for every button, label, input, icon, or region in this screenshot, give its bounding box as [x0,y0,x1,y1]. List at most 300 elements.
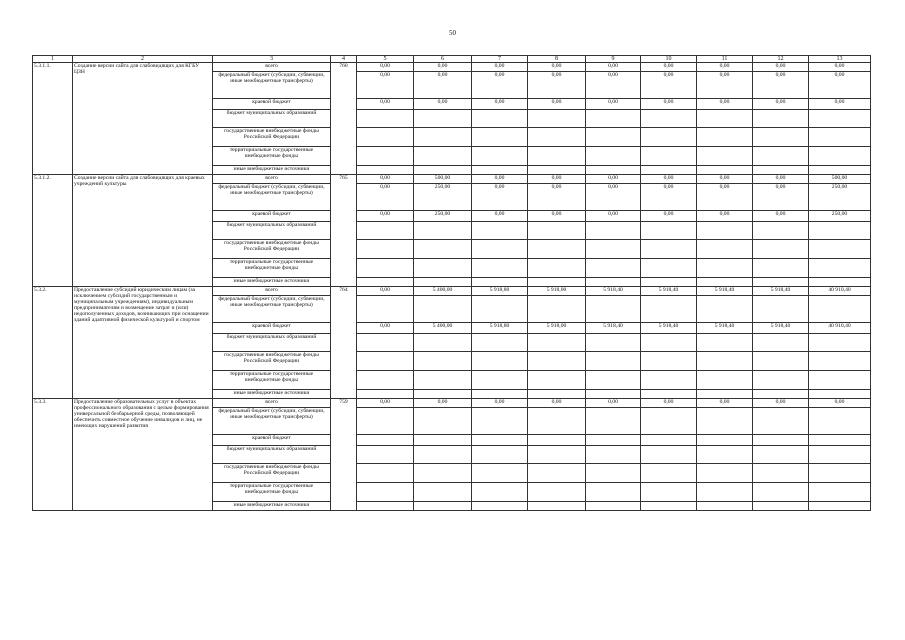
empty-cell [753,240,809,259]
value-cell: 0,00 [586,399,641,408]
empty-cell [472,240,528,259]
budget-table [32,55,871,511]
empty-cell [472,147,528,166]
empty-cell [472,502,528,511]
empty-cell [357,502,414,511]
empty-cell [414,502,472,511]
funding-source: бюджет муниципальных образований [213,446,331,464]
value-cell: 0,00 [528,399,586,408]
empty-cell [753,502,809,511]
empty-cell [697,464,753,483]
empty-cell [414,128,472,147]
empty-cell [697,278,753,287]
empty-cell [357,464,414,483]
empty-cell [472,278,528,287]
value-cell: 500,00 [809,175,871,184]
column-number: 7 [472,56,528,63]
value-cell: 0,00 [753,211,809,222]
value-cell: 0,00 [697,175,753,184]
empty-cell [586,296,641,323]
item-name: Создание версии сайта для слабовидящих для краевых учреждений культуры [73,175,213,287]
empty-cell [414,352,472,371]
column-number: 9 [586,56,641,63]
empty-cell [809,166,871,175]
empty-cell [414,408,472,435]
empty-cell [809,278,871,287]
empty-cell [586,147,641,166]
empty-cell [414,278,472,287]
empty-cell [586,464,641,483]
empty-cell [586,390,641,399]
table-row [33,399,871,408]
empty-cell [472,390,528,399]
value-cell: 0,00 [809,63,871,72]
column-number: 10 [641,56,697,63]
value-cell: 0,00 [697,72,753,99]
value-cell: 0,00 [472,99,528,110]
value-cell: 0,00 [753,63,809,72]
column-number: 12 [753,56,809,63]
value-cell: 0,00 [528,99,586,110]
value-cell: 250,00 [809,211,871,222]
empty-cell [641,166,697,175]
empty-cell [697,110,753,128]
value-cell: 5 918,40 [753,323,809,334]
empty-cell [528,147,586,166]
item-code: 5.3.1.1. [33,63,73,175]
value-cell: 0,00 [528,72,586,99]
empty-cell [697,296,753,323]
empty-cell [357,352,414,371]
funding-source: территориальные государственные внебюджетные фонды [213,483,331,502]
empty-cell [414,166,472,175]
table-row [33,175,871,184]
empty-cell [528,166,586,175]
funding-source: краевой бюджет [213,99,331,110]
funding-source: территориальные государственные внебюджетные фонды [213,371,331,390]
value-cell: 0,00 [586,211,641,222]
empty-cell [414,334,472,352]
empty-cell [809,352,871,371]
value-cell: 0,00 [528,184,586,211]
empty-cell [697,435,753,446]
funding-source: краевой бюджет [213,435,331,446]
empty-cell [414,371,472,390]
value-cell: 5 918,40 [697,287,753,296]
funding-source: всего [213,399,331,408]
empty-cell [641,240,697,259]
empty-cell [414,240,472,259]
item-code: 5.3.3. [33,399,73,511]
value-cell: 0,00 [414,63,472,72]
empty-cell [753,166,809,175]
value-cell: 5 918,00 [528,287,586,296]
empty-cell [697,166,753,175]
empty-cell [472,464,528,483]
empty-cell [753,408,809,435]
empty-cell [357,278,414,287]
empty-cell [753,128,809,147]
empty-cell [753,278,809,287]
empty-cell [809,259,871,278]
empty-cell [414,446,472,464]
funding-source: федеральный бюджет (субсидии, субвенции, иные межбюджетные трансферты) [213,184,331,211]
value-cell: 250,00 [809,184,871,211]
empty-cell [753,110,809,128]
empty-cell [528,110,586,128]
empty-cell [586,334,641,352]
value-cell: 0,00 [357,323,414,334]
column-number: 11 [697,56,753,63]
empty-cell [357,390,414,399]
empty-cell [528,408,586,435]
value-cell: 0,00 [753,72,809,99]
empty-cell [809,222,871,240]
empty-cell [357,408,414,435]
funding-source: иные внебюджетные источники [213,166,331,175]
column-number: 8 [528,56,586,63]
empty-cell [357,147,414,166]
empty-cell [641,408,697,435]
value-cell: 0,00 [809,99,871,110]
value-cell: 5 918,40 [697,323,753,334]
value-cell: 0,00 [528,175,586,184]
empty-cell [528,259,586,278]
empty-cell [641,483,697,502]
empty-cell [753,435,809,446]
value-cell: 0,00 [586,175,641,184]
empty-cell [528,371,586,390]
empty-cell [641,296,697,323]
empty-cell [586,110,641,128]
value-cell: 0,00 [697,399,753,408]
value-cell: 0,00 [641,99,697,110]
empty-cell [809,240,871,259]
value-cell: 0,00 [357,175,414,184]
empty-cell [586,240,641,259]
funding-source: федеральный бюджет (субсидии, субвенции, иные межбюджетные трансферты) [213,296,331,323]
empty-cell [528,278,586,287]
empty-cell [753,371,809,390]
value-cell: 5 400,00 [414,323,472,334]
empty-cell [528,483,586,502]
item-index: 760 [331,63,357,175]
value-cell: 0,00 [472,72,528,99]
funding-source: бюджет муниципальных образований [213,334,331,352]
value-cell: 5 918,40 [641,323,697,334]
empty-cell [753,446,809,464]
value-cell: 0,00 [472,63,528,72]
item-name: Предоставление субсидий юридическим лицам (за исключением субсидий государственным и муниципальным учреждениям), индивидуальным предпринимателям и возмещение затрат и (или) недополученных доходов, возникающих при оснащении зданий адаптивной физической культурой и спортом [73,287,213,399]
empty-cell [357,222,414,240]
empty-cell [472,296,528,323]
column-number: 13 [809,56,871,63]
item-code: 5.3.2. [33,287,73,399]
empty-cell [414,435,472,446]
empty-cell [586,352,641,371]
empty-cell [414,259,472,278]
empty-cell [414,464,472,483]
value-cell: 5 400,00 [414,287,472,296]
empty-cell [586,435,641,446]
empty-cell [472,334,528,352]
column-number: 1 [33,56,73,63]
funding-source: территориальные государственные внебюджетные фонды [213,147,331,166]
empty-cell [641,128,697,147]
empty-cell [809,390,871,399]
empty-cell [586,502,641,511]
value-cell: 250,00 [414,211,472,222]
value-cell: 0,00 [357,399,414,408]
empty-cell [753,464,809,483]
value-cell: 0,00 [357,72,414,99]
empty-cell [472,408,528,435]
funding-source: всего [213,287,331,296]
funding-source: государственные внебюджетные фонды Российской Федерации [213,464,331,483]
empty-cell [586,278,641,287]
value-cell: 0,00 [472,399,528,408]
value-cell: 40 910,40 [809,323,871,334]
item-index: 764 [331,287,357,399]
empty-cell [809,408,871,435]
value-cell: 0,00 [414,72,472,99]
column-number: 5 [357,56,414,63]
column-number: 3 [213,56,331,63]
value-cell: 0,00 [414,99,472,110]
column-number: 2 [73,56,213,63]
empty-cell [809,464,871,483]
empty-cell [357,259,414,278]
empty-cell [357,371,414,390]
empty-cell [357,435,414,446]
funding-source: иные внебюджетные источники [213,278,331,287]
value-cell: 0,00 [753,99,809,110]
empty-cell [697,502,753,511]
empty-cell [528,296,586,323]
empty-cell [528,435,586,446]
empty-cell [357,296,414,323]
value-cell: 0,00 [641,175,697,184]
empty-cell [809,296,871,323]
value-cell: 0,00 [586,63,641,72]
value-cell: 0,00 [357,184,414,211]
empty-cell [472,110,528,128]
empty-cell [809,128,871,147]
value-cell: 0,00 [753,184,809,211]
empty-cell [641,110,697,128]
table-row [33,63,871,72]
empty-cell [641,371,697,390]
empty-cell [586,371,641,390]
empty-cell [472,435,528,446]
value-cell: 0,00 [357,99,414,110]
value-cell: 0,00 [414,399,472,408]
item-index: 765 [331,175,357,287]
empty-cell [357,483,414,502]
column-number: 4 [331,56,357,63]
value-cell: 0,00 [586,99,641,110]
empty-cell [809,110,871,128]
value-cell: 0,00 [357,211,414,222]
empty-cell [809,334,871,352]
funding-source: территориальные государственные внебюджетные фонды [213,259,331,278]
empty-cell [414,390,472,399]
value-cell: 0,00 [357,63,414,72]
empty-cell [528,502,586,511]
empty-cell [641,352,697,371]
empty-cell [753,259,809,278]
item-name: Создание версии сайта для слабовидящих для КГБУ ЦЗН [73,63,213,175]
empty-cell [528,222,586,240]
value-cell: 0,00 [472,184,528,211]
item-code: 5.3.1.2. [33,175,73,287]
value-cell: 0,00 [697,211,753,222]
empty-cell [697,371,753,390]
empty-cell [641,259,697,278]
empty-cell [472,222,528,240]
value-cell: 0,00 [641,399,697,408]
empty-cell [697,390,753,399]
empty-cell [586,259,641,278]
empty-cell [586,222,641,240]
value-cell: 5 918,00 [528,323,586,334]
value-cell: 0,00 [528,211,586,222]
empty-cell [697,128,753,147]
empty-cell [472,166,528,175]
empty-cell [641,390,697,399]
funding-source: государственные внебюджетные фонды Российской Федерации [213,352,331,371]
value-cell: 0,00 [753,175,809,184]
empty-cell [528,334,586,352]
empty-cell [528,240,586,259]
value-cell: 0,00 [357,287,414,296]
empty-cell [697,408,753,435]
value-cell: 40 910,40 [809,287,871,296]
empty-cell [472,259,528,278]
funding-source: бюджет муниципальных образований [213,110,331,128]
value-cell: 0,00 [586,72,641,99]
value-cell: 0,00 [641,211,697,222]
empty-cell [753,352,809,371]
empty-cell [414,296,472,323]
empty-cell [809,483,871,502]
value-cell: 0,00 [697,184,753,211]
empty-cell [697,222,753,240]
funding-source: всего [213,175,331,184]
value-cell: 0,00 [472,175,528,184]
funding-source: государственные внебюджетные фонды Российской Федерации [213,128,331,147]
empty-cell [357,240,414,259]
empty-cell [641,446,697,464]
empty-cell [753,296,809,323]
funding-source: федеральный бюджет (субсидии, субвенции, иные межбюджетные трансферты) [213,72,331,99]
value-cell: 0,00 [528,63,586,72]
value-cell: 5 918,40 [753,287,809,296]
funding-source: государственные внебюджетные фонды Российской Федерации [213,240,331,259]
empty-cell [528,128,586,147]
value-cell: 0,00 [697,99,753,110]
empty-cell [753,334,809,352]
funding-source: иные внебюджетные источники [213,390,331,399]
empty-cell [809,435,871,446]
empty-cell [586,166,641,175]
value-cell: 5 918,40 [586,323,641,334]
value-cell: 0,00 [809,72,871,99]
table-row [33,287,871,296]
empty-cell [641,147,697,166]
item-index: 759 [331,399,357,511]
empty-cell [528,446,586,464]
empty-cell [697,259,753,278]
empty-cell [357,128,414,147]
empty-cell [697,240,753,259]
empty-cell [641,502,697,511]
value-cell: 0,00 [641,63,697,72]
empty-cell [472,446,528,464]
empty-cell [641,278,697,287]
empty-cell [641,464,697,483]
empty-cell [357,166,414,175]
funding-source: федеральный бюджет (субсидии, субвенции, иные межбюджетные трансферты) [213,408,331,435]
empty-cell [697,446,753,464]
value-cell: 5 918,80 [472,323,528,334]
column-number: 6 [414,56,472,63]
funding-source: краевой бюджет [213,211,331,222]
value-cell: 250,00 [414,184,472,211]
funding-source: краевой бюджет [213,323,331,334]
value-cell: 0,00 [753,399,809,408]
empty-cell [586,128,641,147]
empty-cell [641,222,697,240]
funding-source: всего [213,63,331,72]
value-cell: 5 918,40 [641,287,697,296]
empty-cell [528,464,586,483]
empty-cell [586,446,641,464]
value-cell: 0,00 [697,63,753,72]
empty-cell [753,483,809,502]
value-cell: 0,00 [809,399,871,408]
page-number: 50 [449,29,456,37]
empty-cell [809,147,871,166]
empty-cell [697,147,753,166]
empty-cell [586,483,641,502]
empty-cell [809,371,871,390]
value-cell: 5 918,40 [586,287,641,296]
value-cell: 0,00 [586,184,641,211]
empty-cell [753,147,809,166]
empty-cell [472,352,528,371]
empty-cell [697,334,753,352]
item-name: Предоставление образовательных услуг в объектах профессионального образования с целью формирования универсальной безбарьерной среды, позволяющей обеспечить совместное обучение инвалидов и лиц, не имеющих нарушений развития [73,399,213,511]
empty-cell [472,483,528,502]
value-cell: 500,00 [414,175,472,184]
empty-cell [809,446,871,464]
empty-cell [753,390,809,399]
empty-cell [472,128,528,147]
column-number-row [33,56,871,63]
empty-cell [641,435,697,446]
empty-cell [528,390,586,399]
empty-cell [697,352,753,371]
empty-cell [641,334,697,352]
empty-cell [414,147,472,166]
funding-source: иные внебюджетные источники [213,502,331,511]
empty-cell [809,502,871,511]
empty-cell [472,371,528,390]
value-cell: 0,00 [472,211,528,222]
value-cell: 0,00 [641,184,697,211]
funding-source: бюджет муниципальных образований [213,222,331,240]
